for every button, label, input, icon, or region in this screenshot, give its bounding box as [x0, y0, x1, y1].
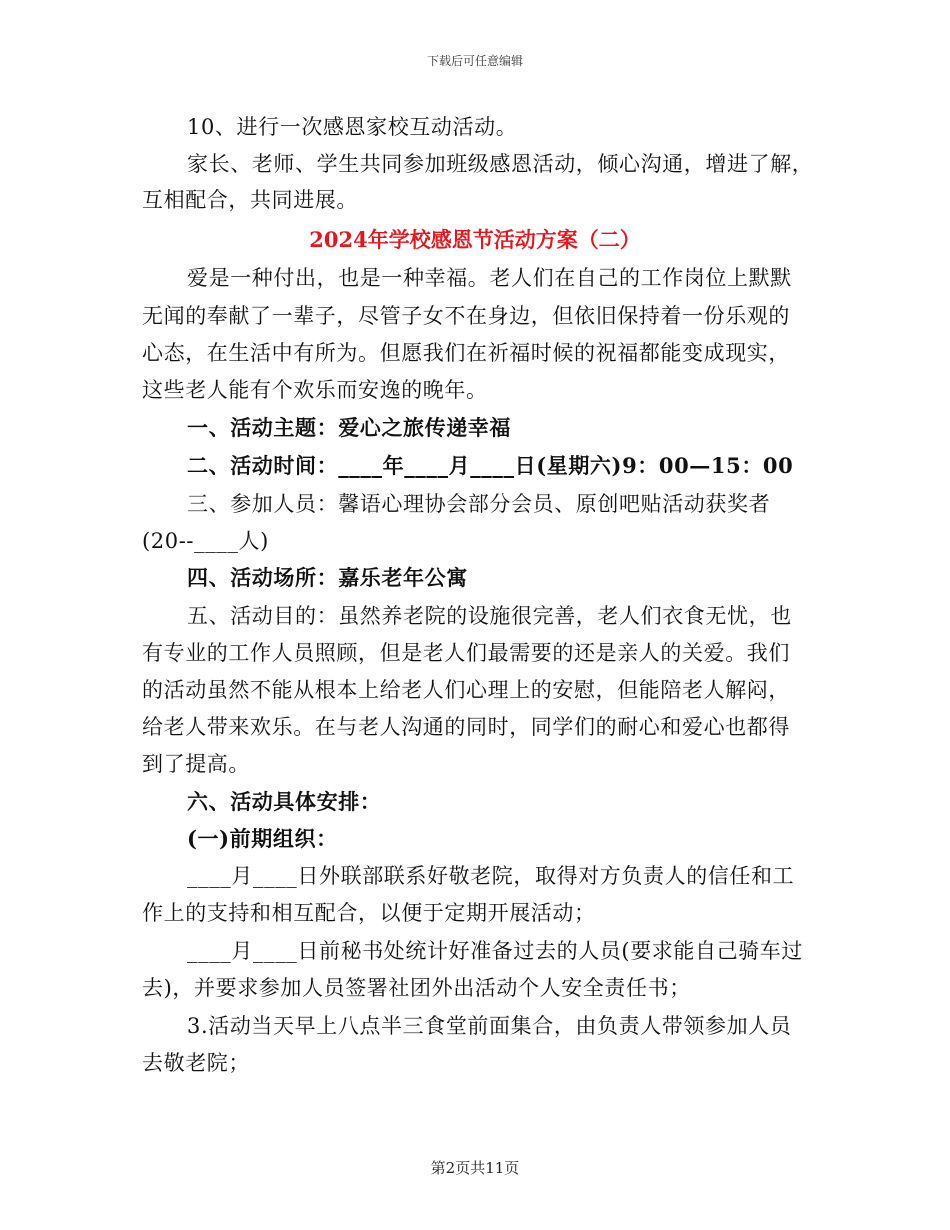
- subsection-heading: (一)前期组织：: [187, 826, 338, 851]
- schedule-heading: 六、活动具体安排：: [187, 789, 382, 814]
- paragraph-line: 爱是一种付出，也是一种幸福。老人们在自己的工作岗位上默默: [187, 266, 792, 290]
- paragraph-line: 有专业的工作人员照顾，但是老人们最需要的还是亲人的关爱。我们: [142, 641, 790, 665]
- participants-count: (20--____人): [142, 529, 269, 553]
- page-footer: 第2页共11页: [430, 1159, 520, 1177]
- paragraph-line: 10、进行一次感恩家校互动活动。: [187, 115, 518, 139]
- participants-line: 三、参加人员：馨语心理协会部分会员、原创吧贴活动获奖者: [187, 492, 771, 516]
- paragraph-line: 去)，并要求参加人员签署社团外出活动个人安全责任书；: [142, 976, 691, 1000]
- paragraph-line: 家长、老师、学生共同参加班级感恩活动，倾心沟通，增进了解，: [187, 152, 814, 176]
- paragraph-line: ____月____日前秘书处统计好准备过去的人员(要求能自己骑车过: [187, 939, 803, 963]
- paragraph-line: ____月____日外联部联系好敬老院，取得对方负责人的信任和工: [187, 864, 795, 888]
- section-title: 2024年学校感恩节活动方案（二）: [309, 227, 641, 252]
- paragraph-line: 的活动虽然不能从根本上给老人们心理上的安慰，但能陪老人解闷，: [142, 678, 790, 702]
- paragraph-line: 作上的支持和相互配合，以便于定期开展活动；: [142, 901, 596, 925]
- page-header: 下载后可任意编辑: [426, 54, 523, 68]
- paragraph-line: 无闻的奉献了一辈子，尽管子女不在身边，但依旧保持着一份乐观的: [142, 304, 790, 328]
- paragraph-line: 给老人带来欢乐。在与老人沟通的同时，同学们的耐心和爱心也都得: [142, 715, 790, 739]
- activity-venue: 四、活动场所：嘉乐老年公寓: [187, 565, 468, 590]
- paragraph-line: 五、活动目的：虽然养老院的设施很完善，老人们衣食无忧，也: [187, 604, 792, 628]
- paragraph-line: 心态，在生活中有所为。但愿我们在祈福时候的祝福都能变成现实，: [142, 341, 790, 365]
- paragraph-line: 去敬老院；: [142, 1051, 250, 1075]
- paragraph-line: 到了提高。: [142, 752, 250, 776]
- paragraph-line: 3.活动当天早上八点半三食堂前面集合，由负责人带领参加人员: [187, 1014, 792, 1038]
- paragraph-line: 互相配合，共同进展。: [142, 188, 358, 212]
- paragraph-line: 这些老人能有个欢乐而安逸的晚年。: [142, 378, 488, 402]
- activity-theme: 一、活动主题：爱心之旅传递幸福: [187, 415, 511, 440]
- activity-time: 二、活动时间：____年____月____日(星期六)9：00—15：00: [187, 453, 794, 478]
